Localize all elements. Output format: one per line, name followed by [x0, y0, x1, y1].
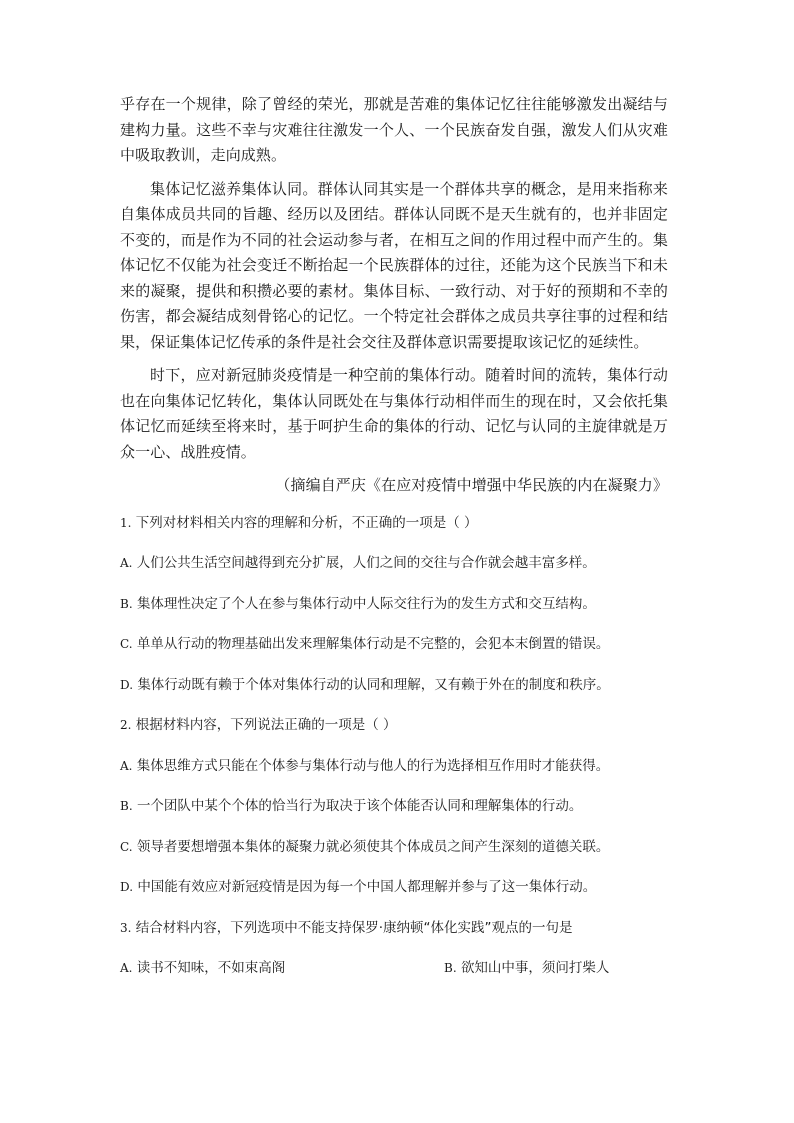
option-label: A. — [120, 758, 133, 773]
passage-paragraph-3: 时下，应对新冠肺炎疫情是一种空前的集体行动。随着时间的流转，集体行动也在向集体记忆转化，集体认同既处在与集体行动相伴而生的现在时，又会依托集体记忆而延续至将来时，基于呵护生命的集体的行动、记忆与认同的主旋律就是万众一心、战胜疫情。 — [120, 366, 668, 461]
question-2-option-d — [120, 877, 668, 918]
question-number: 3. — [120, 920, 132, 935]
question-1-option-c — [120, 634, 668, 675]
question-text: 下列对材料相关内容的理解和分析，不正确的一项是（ ） — [135, 514, 478, 531]
question-2-option-b — [120, 796, 668, 837]
option-text: 集体理性决定了个人在参与集体行动中人际交往行为的发生方式和交互结构。 — [136, 595, 596, 612]
passage-paragraph-2: 集体记忆滋养集体认同。群体认同其实是一个群体共享的概念，是用来指称来自集体成员共同的旨趣、经历以及团结。群体认同既不是天生就有的，也并非固定不变的，而是作为不同的社会运动参与者，在相互之间的作用过程中而产生的。集体记忆不仅能为社会变迁不断抬起一个民族群体的过往，还能为这个民族当下和未来的凝聚，提供和积攒必要的素材。集体目标、一致行动、对于好的预期和不幸的伤害，都会凝结成刻骨铭心的记忆。一个特定社会群体之成员共享往事的过程和结果，保证集体记忆传承的条件是社会交往及群体意识需要提取该记忆的延续性。 — [120, 179, 668, 351]
option-text: 一个团队中某个个体的恰当行为取决于该个体能否认同和理解集体的行动。 — [136, 798, 583, 814]
question-1-stem — [120, 513, 668, 554]
option-text: 读书不知味，不如束高阁 — [136, 960, 286, 976]
question-3-option-b — [444, 958, 609, 978]
question-2-option-c — [120, 837, 668, 878]
question-2-stem — [120, 715, 668, 756]
option-label: C. — [120, 637, 133, 651]
question-1-option-b — [120, 594, 668, 635]
option-label: D. — [120, 880, 134, 894]
option-label: B. — [444, 961, 457, 975]
option-text: 领导者要想增强本集体的凝聚力就必须使其个体成员之间产生深刻的道德关联。 — [136, 838, 610, 855]
option-text: 人们公共生活空间越得到充分扩展，人们之间的交往与合作就会越丰富多样。 — [136, 555, 596, 571]
option-text: 集体行动既有赖于个体对集体行动的认同和理解，又有赖于外在的制度和秩序。 — [137, 676, 610, 693]
question-number: 2. — [120, 718, 132, 732]
question-1 — [120, 513, 668, 716]
question-2 — [120, 715, 668, 918]
question-1-option-a — [120, 553, 668, 594]
question-text: 结合材料内容，下列选项中不能支持保罗·康纳顿“体化实践”观点的一句是 — [135, 919, 573, 936]
passage-source: （摘编自严庆《在应对疫情中增强中华民族的内在凝聚力》 — [275, 476, 668, 494]
question-3-stem — [120, 918, 668, 959]
option-text: 集体思维方式只能在个体参与集体行动与他人的行为选择相互作用时才能获得。 — [136, 757, 610, 774]
option-label: C. — [120, 839, 133, 854]
option-text: 中国能有效应对新冠疫情是因为每一个中国人都理解并参与了这一集体行动。 — [137, 879, 597, 895]
option-label: A. — [120, 961, 133, 975]
option-label: B. — [120, 596, 133, 611]
question-3-options — [120, 958, 668, 978]
question-3 — [120, 918, 668, 979]
question-1-option-d — [120, 675, 668, 716]
document-page — [120, 92, 668, 978]
option-label: B. — [120, 799, 133, 813]
passage-paragraph-1: 乎存在一个规律，除了曾经的荣光，那就是苦难的集体记忆往往能够激发出凝结与建构力量。这些不幸与灾难往往激发一个人、一个民族奋发自强，激发人们从灾难中吸取教训，走向成熟。 — [120, 95, 668, 164]
option-label: D. — [120, 677, 134, 692]
question-number: 1. — [120, 515, 132, 530]
option-text: 单单从行动的物理基础出发来理解集体行动是不完整的，会犯本末倒置的错误。 — [136, 636, 610, 652]
option-label: A. — [120, 556, 133, 570]
question-2-option-a — [120, 756, 668, 797]
question-3-option-a — [120, 958, 444, 978]
option-text: 欲知山中事，须问打柴人 — [460, 960, 610, 976]
question-text: 根据材料内容，下列说法正确的一项是（ ） — [135, 717, 397, 733]
